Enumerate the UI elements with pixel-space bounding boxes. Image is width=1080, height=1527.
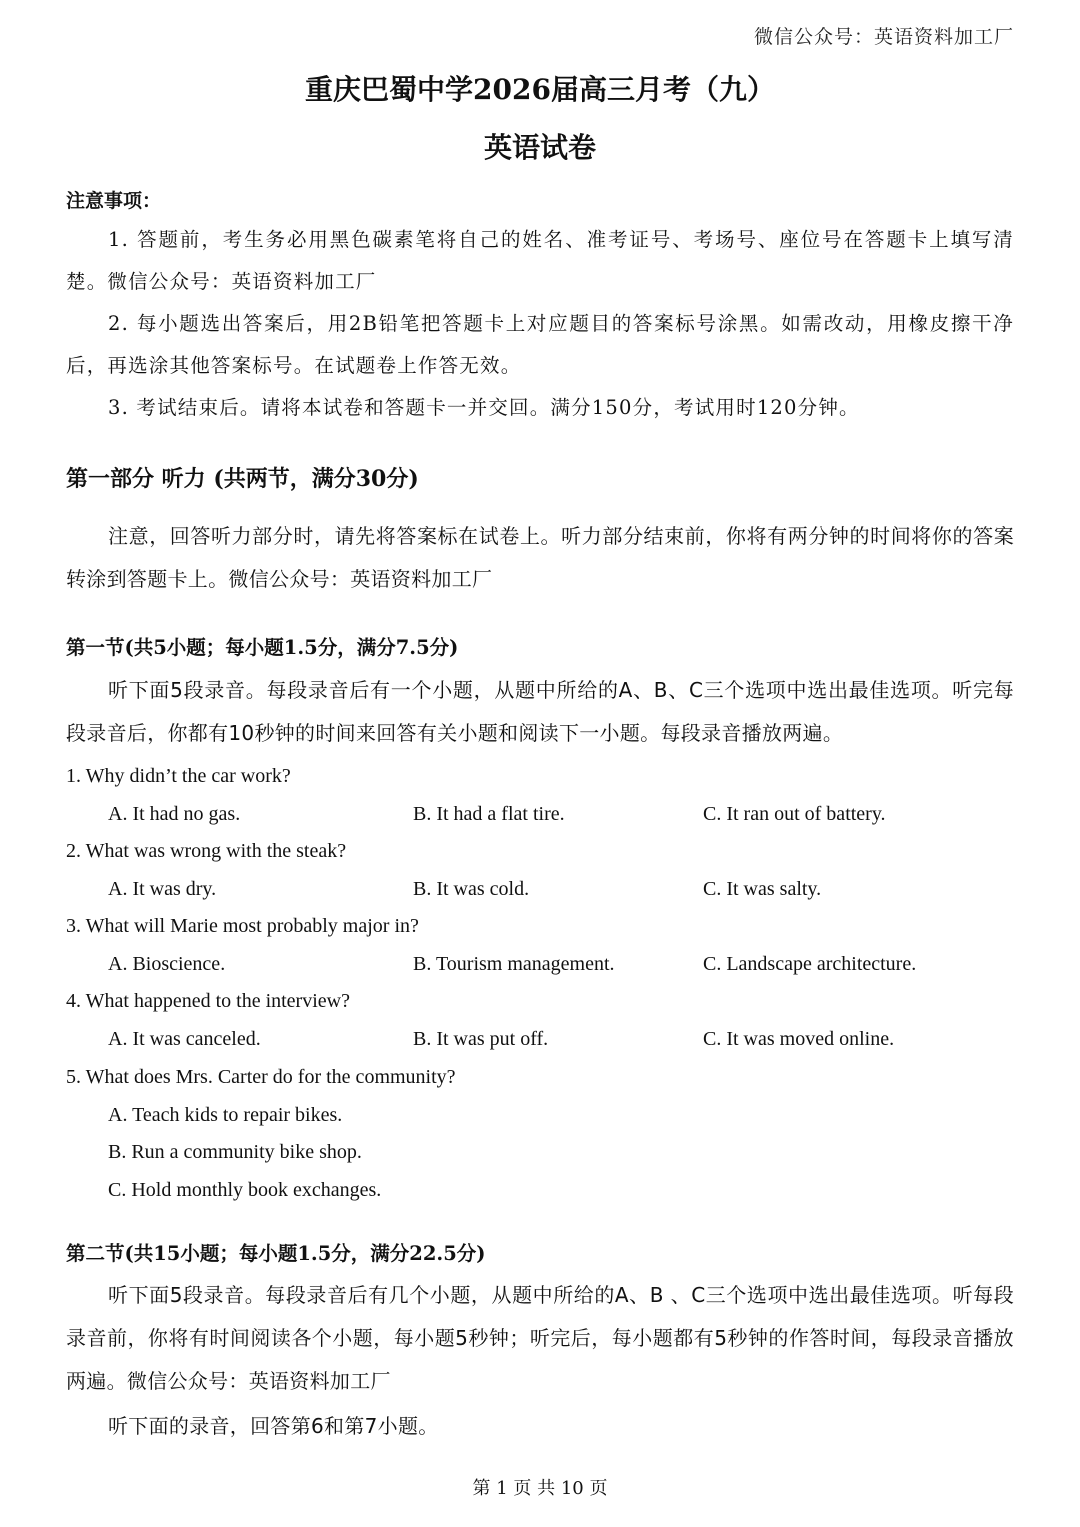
header-note: 微信公众号：英语资料加工厂 xyxy=(753,26,1014,48)
section2-instruction: 听下面5段录音。每段录音后有几个小题，从题中所给的A、B 、C三个选项中选出最佳选项。听每段录音前，你将有时间阅读各个小题，每小题5秒钟；听完后，每小题都有5秒钟的作答时间，每段录音播放两遍。微信公众号：英语资料加工厂 xyxy=(66,1283,1014,1393)
section1-instruction: 听下面5段录音。每段录音后有一个小题，从题中所给的A、B、C三个选项中选出最佳选项。听完每段录音后，你都有10秒钟的时间来回答有关小题和阅读下一小题。每段录音播放两遍。 xyxy=(66,678,1014,745)
part1-instruction: 注意，回答听力部分时，请先将答案标在试卷上。听力部分结束前，你将有两分钟的时间将你的答案转涂到答题卡上。微信公众号：英语资料加工厂 xyxy=(66,524,1014,591)
question-3: 3. What will Marie most probably major in? xyxy=(66,915,419,937)
part1-title: 第一部分 听力 (共两节，满分30分) xyxy=(66,466,419,492)
question-1-option-b: B. It had a flat tire. xyxy=(413,803,565,825)
question-2: 2. What was wrong with the steak? xyxy=(66,840,347,862)
question-5-option-a: A. Teach kids to repair bikes. xyxy=(108,1104,343,1126)
page-footer: 第 1 页 共 10 页 xyxy=(472,1478,608,1499)
question-1-option-c: C. It ran out of battery. xyxy=(703,803,886,825)
question-3-option-a: A. Bioscience. xyxy=(108,953,226,975)
question-5-option-b: B. Run a community bike shop. xyxy=(108,1141,362,1163)
question-2-option-b: B. It was cold. xyxy=(413,878,530,900)
question-1: 1. Why didn’t the car work? xyxy=(66,765,291,787)
question-5-option-c: C. Hold monthly book exchanges. xyxy=(108,1179,382,1201)
question-5: 5. What does Mrs. Carter do for the community? xyxy=(66,1066,456,1088)
exam-subject: 英语试卷 xyxy=(483,131,596,164)
question-3-option-c: C. Landscape architecture. xyxy=(703,953,917,975)
section2-next-prompt: 听下面的录音，回答第6和第7小题。 xyxy=(108,1414,439,1438)
notice-item-1: 1. 答题前，考生务必用黑色碳素笔将自己的姓名、准考证号、考场号、座位号在答题卡上填写清楚。微信公众号：英语资料加工厂 xyxy=(66,228,1014,293)
question-2-option-c: C. It was salty. xyxy=(703,878,822,900)
notice-heading: 注意事项： xyxy=(66,190,162,212)
question-3-option-b: B. Tourism management. xyxy=(413,953,615,975)
question-4-option-c: C. It was moved online. xyxy=(703,1028,895,1050)
question-4-option-b: B. It was put off. xyxy=(413,1028,549,1050)
question-2-option-a: A. It was dry. xyxy=(108,878,217,900)
notice-item-3: 3. 考试结束后。请将本试卷和答题卡一并交回。满分150分，考试用时120分钟。 xyxy=(108,396,860,419)
question-4-option-a: A. It was canceled. xyxy=(108,1028,261,1050)
exam-title: 重庆巴蜀中学2026届高三月考（九） xyxy=(305,73,775,106)
question-1-option-a: A. It had no gas. xyxy=(108,803,241,825)
section2-title: 第二节(共15小题；每小题1.5分，满分22.5分) xyxy=(66,1242,486,1265)
notice-item-2: 2. 每小题选出答案后，用2B铅笔把答题卡上对应题目的答案标号涂黑。如需改动，用橡皮擦干净后，再选涂其他答案标号。在试题卷上作答无效。 xyxy=(66,312,1014,377)
section1-title: 第一节(共5小题；每小题1.5分，满分7.5分) xyxy=(66,636,459,659)
question-4: 4. What happened to the interview? xyxy=(66,990,350,1012)
